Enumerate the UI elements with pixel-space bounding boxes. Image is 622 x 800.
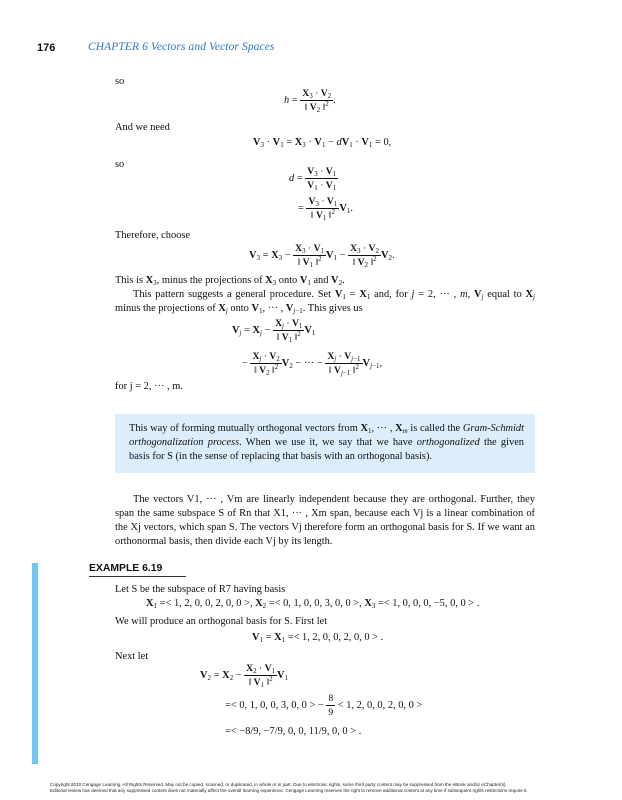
basis-x1: < 1, 2, 0, 0, 2, 0, 0 >, [165, 598, 253, 609]
equation-d: d = $\frac{V_3 \cdot V_1}{V_1 \cdot V_1}$ [289, 166, 337, 192]
equation-h: h = $\frac{X_3 \cdot V_2}{‖ V_2 ‖^2}$ . [284, 88, 336, 114]
chapter-title: CHAPTER 6 Vectors and Vector Spaces [88, 41, 275, 53]
text-so-1: so [115, 76, 125, 87]
example-title-rule [89, 576, 186, 577]
example-v1: $V_1 = X_1 =< 1$, 2, 0, 0, 2, 0, 0 > . [252, 632, 384, 644]
text-projection: This is $X_3$, minus the projections of $X_3$ onto $V_1$ and $V_2$. [115, 275, 345, 287]
example-v2-result: =< −8/9, −7/9, 0, 0, 11/9, 0, 0 > . [225, 726, 362, 737]
copyright-footer: Copyright 2010 Cengage Learning. All Rights Reserved. May not be copied, scanned, or duplicated, in whole or in part. Due to electronic rights, some third party content may be suppressed from the eBook and/or eChapter(s). Editorial review has deemed that any suppressed content does not materially affect the overall learning experience. Cengage Learning reserves the right to remove additional content at any time if subsequent rights restrictions require it. [50, 782, 528, 793]
text-therefore: Therefore, choose [115, 230, 191, 241]
equation-vj-2: − $\frac{X_j \cdot V_2}{‖ V_2 ‖^2}$ $V_2$ − ··· − $\frac{X_j \cdot V_{j-1}}{‖ V_{j-1} ‖^2}$ $V_{j-1}$, [242, 351, 383, 377]
example-sidebar [32, 563, 38, 764]
text-for-j: for j = 2, ··· , m. [115, 381, 183, 392]
equation-d-2: = $\frac{V_3 \cdot V_1}{‖ V_1 ‖^2}$ $V_1$. [298, 196, 353, 222]
equation-vj: $V_j = X_j$ − $\frac{X_j \cdot V_1}{‖ V_1 ‖^2}$ $V_1$ [232, 318, 316, 344]
page-number: 176 [37, 42, 56, 54]
example-v2: $V_2 = X_2$ − $\frac{X_2 \cdot V_1}{‖ V_1 ‖^2}$ $V_1$ [200, 663, 289, 689]
equation-v3: $V_3 = X_3$ − $\frac{X_3 \cdot V_1}{‖ V_1 ‖^2}$ $V_1$ − $\frac{X_3 \cdot V_2}{‖ V_2 ‖^2}$ $V_2$. [249, 243, 395, 269]
example-basis: $X_1 =< 1$, 2, 0, 0, 2, 0, 0 >, $X_2 =< 0$, 1, 0, 0, 3, 0, 0 >, $X_3 =< 1$, 0, 0, 0, −5, 0, 0 > . [146, 598, 480, 610]
example-title: EXAMPLE 6.19 [89, 563, 163, 574]
example-produce: We will produce an orthogonal basis for S. First let [115, 616, 328, 627]
text-general-procedure: This pattern suggests a general procedure. Set $V_1 = X_1$ and, for j = 2, ··· , m, $V_j$ equal to $X_j$ minus the projections of $X_j$ onto $V_1$, ··· , $V_{j-1}$. This gives us [115, 289, 535, 315]
text-so-2: so [115, 159, 125, 170]
example-intro: Let S be the subspace of R7 having basis [115, 584, 286, 595]
paragraph-independence: The vectors V1, ··· , Vm are linearly independent because they are orthogonal. Further, they span the same subspace S of Rn that X1, ··· , Xm span, because each Vj is a linear combination of the Xj vectors, which span S. The vectors Vj therefore form an orthogonal basis for S. If we want an orthonormal basis, then divide each Vj by its length. [115, 494, 535, 547]
example-next-let: Next let [115, 651, 149, 662]
equation-orthogonality: $V_3 \cdot V_1 = X_3 \cdot V_1 - dV_1 \cdot V_1 = 0$, [253, 137, 392, 149]
callout-text: This way of forming mutually orthogonal vectors from $X_1$, ··· , $X_m$ is called the Gram-Schmidt orthogonalization process. When we use it, we say that we have orthogonalized the given basis for S (in the sense of replacing that basis with an orthogonal basis). [129, 423, 525, 462]
text-and-we-need: And we need [115, 122, 170, 133]
orthogonalized-term: orthogonalized [416, 437, 480, 448]
gram-schmidt-term: Gram-Schmidt orthogonalization process [129, 423, 525, 448]
basis-x2: < 0, 1, 0, 0, 3, 0, 0 >, [274, 598, 362, 609]
basis-x3: < 1, 0, 0, 0, −5, 0, 0 > . [383, 598, 480, 609]
v1-value: < 1, 2, 0, 0, 2, 0, 0 > . [293, 632, 384, 643]
example-v2-line2: =< 0, 1, 0, 0, 3, 0, 0 > − $\frac{8}{9}$ < 1, 2, 0, 0, 2, 0, 0 > [225, 693, 423, 718]
